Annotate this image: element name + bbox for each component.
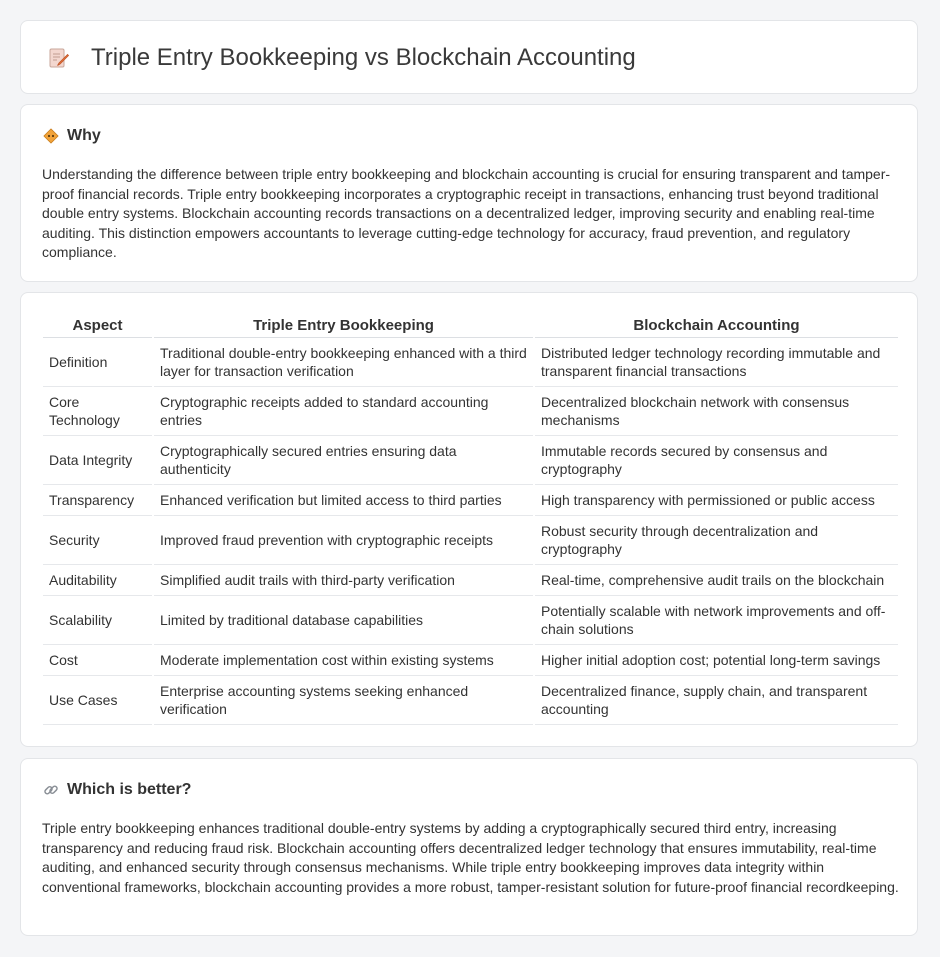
triple-entry-cell: Limited by traditional database capabilities: [153, 596, 534, 645]
title-card: [20, 20, 918, 94]
blockchain-cell: Decentralized blockchain network with consensus mechanisms: [534, 387, 898, 436]
triple-entry-cell: Improved fraud prevention with cryptographic receipts: [153, 516, 534, 565]
table-row: [43, 596, 898, 645]
triple-entry-cell: Cryptographically secured entries ensuring data authenticity: [153, 436, 534, 485]
better-title: Which is better?: [67, 781, 192, 798]
blockchain-cell: Higher initial adoption cost; potential long-term savings: [534, 645, 898, 676]
aspect-cell: Use Cases: [43, 676, 153, 725]
triple-entry-cell: Traditional double-entry bookkeeping enhanced with a third layer for transaction verification: [153, 338, 534, 387]
diamond-sign-icon: [43, 128, 59, 144]
aspect-cell: Scalability: [43, 596, 153, 645]
triple-entry-cell: Enterprise accounting systems seeking enhanced verification: [153, 676, 534, 725]
triple-entry-cell: Enhanced verification but limited access to third parties: [153, 485, 534, 516]
aspect-cell: Transparency: [43, 485, 153, 516]
why-title: Why: [67, 127, 101, 144]
why-heading: [43, 127, 101, 145]
aspect-cell: Security: [43, 516, 153, 565]
document-pen-icon: [47, 46, 71, 70]
table-row: [43, 338, 898, 387]
table-row: [43, 516, 898, 565]
triple-entry-cell: Moderate implementation cost within existing systems: [153, 645, 534, 676]
table-header-row: [43, 315, 898, 338]
link-icon: [43, 782, 59, 798]
better-text: Triple entry bookkeeping enhances traditional double-entry systems by adding a cryptographically secured third entry, increasing transparency and reducing fraud risk. Blockchain accounting offers decentralized ledger technology that ensures immutability, real-time auditing, and enhanced security through consensus mechanisms. While triple entry bookkeeping improves data integrity within conventional frameworks, blockchain accounting provides a more robust, tamper-resistant solution for future-proof financial recordkeeping.: [42, 820, 899, 895]
title-row: [47, 43, 636, 73]
blockchain-cell: Real-time, comprehensive audit trails on the blockchain: [534, 565, 898, 596]
blockchain-cell: Robust security through decentralization and cryptography: [534, 516, 898, 565]
header-aspect: Aspect: [43, 315, 153, 338]
aspect-cell: Core Technology: [43, 387, 153, 436]
table-row: [43, 485, 898, 516]
aspect-cell: Cost: [43, 645, 153, 676]
table-row: [43, 387, 898, 436]
header-triple-entry: Triple Entry Bookkeeping: [153, 315, 534, 338]
blockchain-cell: Immutable records secured by consensus and cryptography: [534, 436, 898, 485]
table-row: [43, 436, 898, 485]
blockchain-cell: Decentralized finance, supply chain, and transparent accounting: [534, 676, 898, 725]
why-card: [20, 104, 918, 282]
which-is-better-card: [20, 758, 918, 936]
why-text: Understanding the difference between triple entry bookkeeping and blockchain accounting is crucial for ensuring transparent and tamper-proof financial records. Triple entry bookkeeping incorporates a cryptographic receipt in transactions, enhancing trust beyond traditional double entry systems. Blockchain accounting records transactions on a decentralized ledger, improving security and enabling real-time auditing. This distinction empowers accountants to leverage cutting-edge technology for accuracy, fraud prevention, and regulatory compliance.: [42, 166, 891, 260]
aspect-cell: Definition: [43, 338, 153, 387]
better-heading: [43, 781, 191, 799]
header-blockchain: Blockchain Accounting: [534, 315, 898, 338]
comparison-card: [20, 292, 918, 747]
page-title: Triple Entry Bookkeeping vs Blockchain Accounting: [91, 44, 636, 71]
aspect-cell: Auditability: [43, 565, 153, 596]
aspect-cell: Data Integrity: [43, 436, 153, 485]
table-row: [43, 645, 898, 676]
triple-entry-cell: Simplified audit trails with third-party verification: [153, 565, 534, 596]
blockchain-cell: Distributed ledger technology recording immutable and transparent financial transactions: [534, 338, 898, 387]
triple-entry-cell: Cryptographic receipts added to standard accounting entries: [153, 387, 534, 436]
blockchain-cell: High transparency with permissioned or public access: [534, 485, 898, 516]
blockchain-cell: Potentially scalable with network improvements and off-chain solutions: [534, 596, 898, 645]
table-row: [43, 565, 898, 596]
comparison-table: [43, 315, 898, 725]
table-row: [43, 676, 898, 725]
